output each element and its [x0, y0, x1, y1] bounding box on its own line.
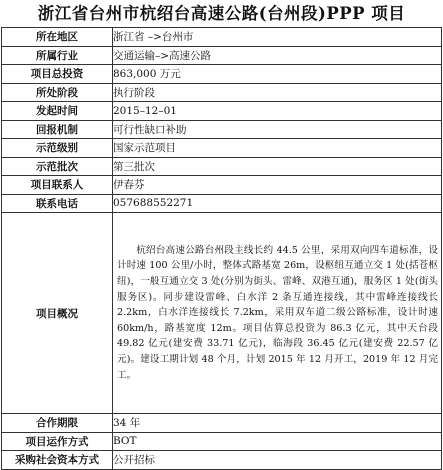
- table-row: [2, 213, 442, 414]
- row-label: 发起时间: [2, 102, 113, 121]
- row-value: 可行性缺口补助: [113, 120, 442, 139]
- table-row: [2, 83, 442, 102]
- table-row: [2, 102, 442, 121]
- table-row: [2, 194, 442, 213]
- table-row: [2, 120, 442, 139]
- row-value: 公开招标: [113, 451, 442, 470]
- row-label: 合作期限: [2, 414, 113, 433]
- row-value: 第三批次: [113, 157, 442, 176]
- table-row: [2, 139, 442, 158]
- row-value: 057688552271: [113, 194, 442, 213]
- row-value: 交通运输–>高速公路: [113, 46, 442, 65]
- table-row: [2, 157, 442, 176]
- row-label: 项目联系人: [2, 176, 113, 195]
- row-label: 示范级别: [2, 139, 113, 158]
- row-value: BOT: [113, 432, 442, 451]
- table-row: [2, 46, 442, 65]
- row-value: 863,000 万元: [113, 65, 442, 84]
- row-value: 34 年: [113, 414, 442, 433]
- row-label: 项目运作方式: [2, 432, 113, 451]
- row-value: 伊春芬: [113, 176, 442, 195]
- row-label: 采购社会资本方式: [2, 451, 113, 470]
- page-title: 浙江省台州市杭绍台高速公路(台州段)PPP 项目: [37, 4, 406, 23]
- row-label: 所处阶段: [2, 83, 113, 102]
- table-row: [2, 28, 442, 47]
- row-label: 回报机制: [2, 120, 113, 139]
- row-value: 2015–12–01: [113, 102, 442, 121]
- table-row: [2, 432, 442, 451]
- table-row: [2, 176, 442, 195]
- table-row: [2, 65, 442, 84]
- row-label: 联系电话: [2, 194, 113, 213]
- row-value: 浙江省 –>台州市: [113, 28, 442, 47]
- table-row: [2, 414, 442, 433]
- row-value: 执行阶段: [113, 83, 442, 102]
- table-row: [2, 451, 442, 470]
- row-label: 示范批次: [2, 157, 113, 176]
- row-label: 项目概况: [2, 213, 113, 414]
- row-label: 所在地区: [2, 28, 113, 47]
- row-label: 所属行业: [2, 46, 113, 65]
- project-overview-text: 杭绍台高速公路台州段主线长约 44.5 公里，采用双向四车道标准，设计时速 100 公里/小时，整体式路基宽 26m，设枢纽互通立交 1 处(括苍枢纽)，一般互通立交 3 处(分别为街头、雷峰、双港互通)，服务区 1 处(街头服务区)。同步建设雷峰、白水洋 2 条互通连接线，其中雷峰连接线长 2.2km，白水洋连接线长 7.2km，采用双车道二级公路标准，设计时速 60km/h，路基宽度 12m。项目估算总投资为 86.3 亿元，其中天台段 49.82 亿元(建安费 33.71 亿元)，临海段 36.45 亿元(建安费 22.57 亿元)。建设工期计划 48 个月，计划 2015 年 12 月开工，2019 年 12 月完工。: [113, 213, 442, 414]
- row-value: 国家示范项目: [113, 139, 442, 158]
- row-label: 项目总投资: [2, 65, 113, 84]
- project-info-table: [1, 27, 442, 470]
